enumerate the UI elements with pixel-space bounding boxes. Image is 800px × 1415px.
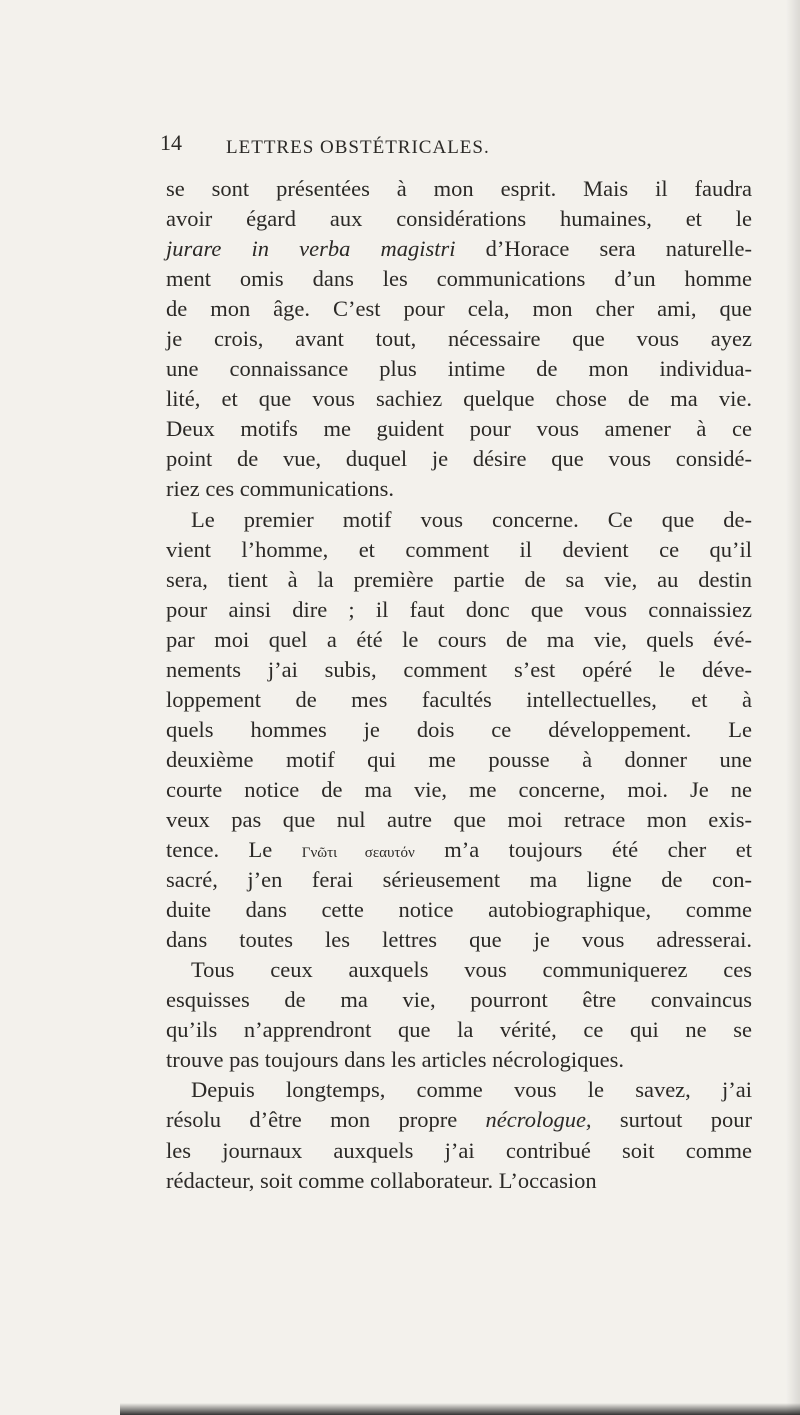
text-segment: rédacteur, soit comme collaborateur. L’occasion [166, 1167, 597, 1193]
text-segment: Le premier motif vous concerne. Ce que de- [191, 506, 752, 532]
text-segment: ment omis dans les communications d’un homme [166, 266, 752, 292]
italic-phrase: nécrologue, [485, 1107, 592, 1133]
text-line [166, 865, 752, 895]
text-line [166, 955, 752, 985]
text-line [166, 685, 752, 715]
text-segment: quels hommes je dois ce développement. Le [166, 716, 752, 742]
text-segment: d’Horace sera naturelle- [455, 236, 752, 262]
text-segment: lité, et que vous sachiez quelque chose de ma vie. [166, 386, 752, 412]
text-line [166, 444, 752, 474]
text-line [166, 925, 752, 955]
text-line [166, 1105, 752, 1135]
text-segment: courte notice de ma vie, me concerne, moi. Je ne [166, 776, 752, 802]
text-line [166, 1015, 752, 1045]
text-segment: je crois, avant tout, nécessaire que vous ayez [166, 326, 752, 352]
text-line [166, 835, 752, 865]
text-segment: nements j’ai subis, comment s’est opéré le déve- [166, 656, 752, 682]
text-segment: m’a toujours été cher et [414, 837, 752, 863]
text-segment: avoir égard aux considérations humaines, et le [166, 206, 752, 232]
text-line [166, 505, 752, 535]
running-title: LETTRES OBSTÉTRICALES. [226, 137, 490, 158]
text-line [166, 895, 752, 925]
text-line [166, 655, 752, 685]
text-line [166, 535, 752, 565]
text-line [166, 625, 752, 655]
body-text [166, 174, 752, 1196]
text-segment: loppement de mes facultés intellectuelles, et à [166, 686, 752, 712]
text-line [166, 414, 752, 444]
text-segment: résolu d’être mon propre [166, 1107, 486, 1133]
text-line [166, 1045, 752, 1075]
text-segment: veux pas que nul autre que moi retrace mon exis- [166, 806, 752, 832]
text-segment: dans toutes les lettres que je vous adresserai. [166, 927, 752, 953]
text-segment: de mon âge. C’est pour cela, mon cher ami, que [166, 296, 752, 322]
text-segment: se sont présentées à mon esprit. Mais il faudra [166, 176, 752, 201]
text-segment: deuxième motif qui me pousse à donner une [166, 746, 752, 772]
text-line [166, 595, 752, 625]
text-line [166, 204, 752, 234]
text-line [166, 1136, 752, 1166]
text-segment: pour ainsi dire ; il faut donc que vous connaissiez [166, 596, 752, 622]
text-segment: trouve pas toujours dans les articles nécrologiques. [166, 1047, 625, 1073]
greek-phrase: Γνῶτι σεαυτόν [301, 845, 415, 862]
text-segment: une connaissance plus intime de mon individua- [166, 356, 752, 382]
page-number: 14 [160, 130, 182, 155]
text-line [166, 234, 752, 264]
text-segment: qu’ils n’apprendront que la vérité, ce qui ne se [166, 1017, 752, 1043]
text-segment: par moi quel a été le cours de ma vie, quels évé- [166, 626, 752, 652]
text-segment: sacré, j’en ferai sérieusement ma ligne de con- [166, 867, 752, 893]
text-segment: tence. Le [166, 837, 302, 863]
text-segment: Tous ceux auxquels vous communiquerez ces [191, 957, 752, 983]
text-segment: riez ces communications. [166, 476, 395, 502]
text-line [166, 174, 752, 204]
page-bottom-edge [120, 1403, 800, 1415]
text-line [166, 264, 752, 294]
text-line [166, 775, 752, 805]
text-line [166, 294, 752, 324]
text-segment: Deux motifs me guident pour vous amener à ce [166, 416, 752, 442]
text-segment: point de vue, duquel je désire que vous considé- [166, 446, 752, 472]
text-line [166, 1075, 752, 1105]
text-line [166, 384, 752, 414]
text-segment: surtout pour [591, 1107, 752, 1133]
italic-phrase: jurare in verba magistri [166, 236, 456, 262]
text-line [166, 565, 752, 595]
text-line [166, 1166, 752, 1196]
page-edge-shadow [786, 0, 800, 1415]
text-line [166, 745, 752, 775]
text-segment: les journaux auxquels j’ai contribué soit comme [166, 1137, 752, 1163]
text-segment: sera, tient à la première partie de sa vie, au destin [166, 566, 752, 592]
text-line [166, 715, 752, 745]
text-line [166, 985, 752, 1015]
text-segment: duite dans cette notice autobiographique, comme [166, 897, 752, 923]
text-line [166, 805, 752, 835]
text-line [166, 354, 752, 384]
text-line [166, 324, 752, 354]
text-segment: Depuis longtemps, comme vous le savez, j’ai [191, 1077, 752, 1103]
text-segment: esquisses de ma vie, pourront être convaincus [166, 987, 752, 1013]
text-line [166, 474, 752, 504]
text-segment: vient l’homme, et comment il devient ce qu’il [166, 536, 752, 562]
